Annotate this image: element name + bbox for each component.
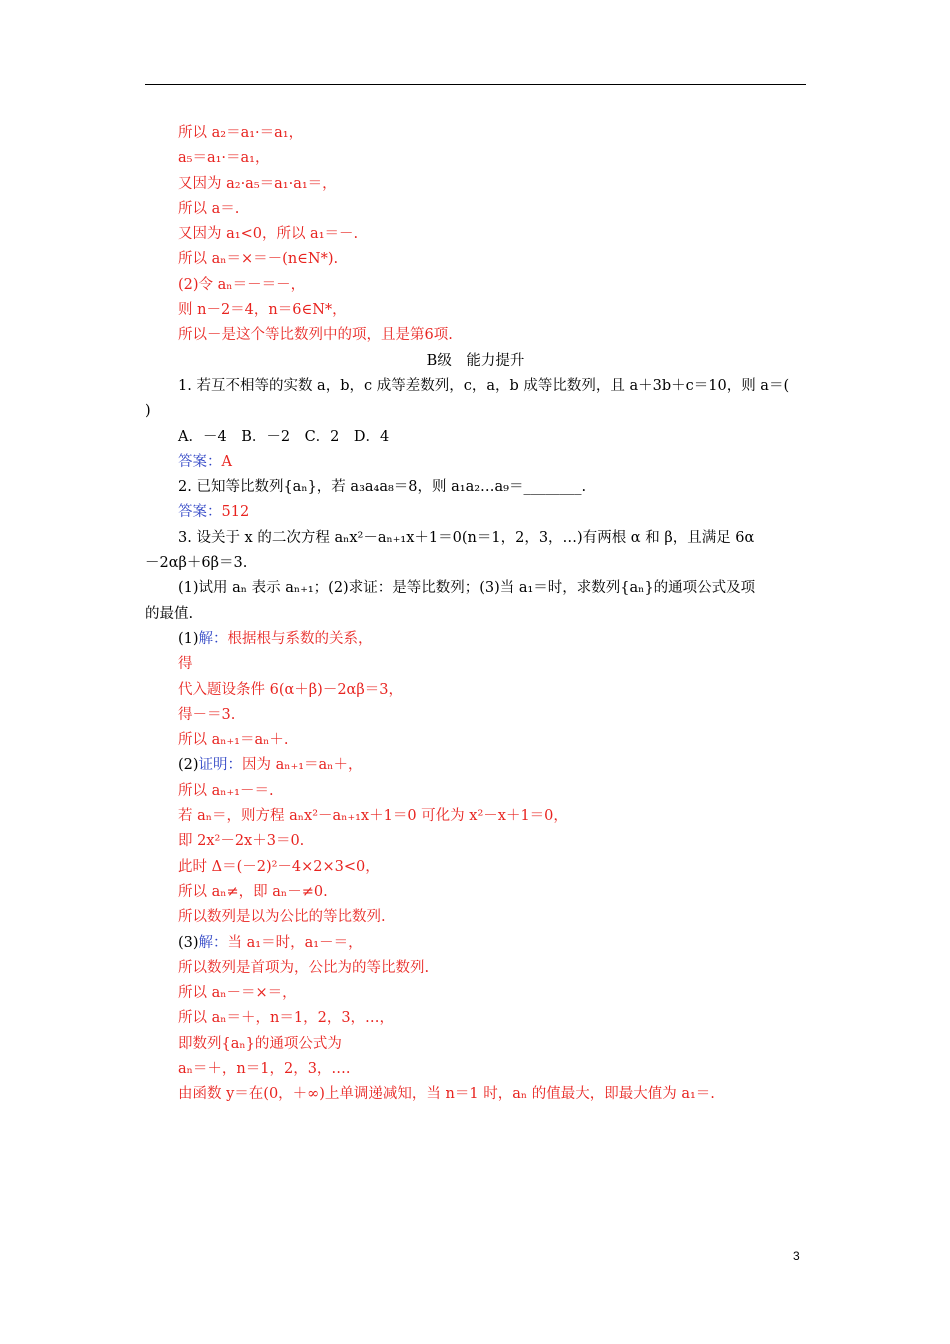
solution-line: 所以－是这个等比数列中的项，且是第6项. <box>178 327 453 344</box>
solution-line: 所以 aₙ≠，即 aₙ－≠0. <box>178 883 328 900</box>
solution-line: 所以 aₙ－＝×＝， <box>178 985 297 1002</box>
solution-line: (2)令 aₙ＝－＝－， <box>178 276 306 293</box>
solution-line: 所以 aₙ＝×＝－(n∈N*). <box>178 251 339 268</box>
document-body <box>145 121 806 1108</box>
solution-line: aₙ＝＋，n＝1，2，3，…. <box>178 1060 351 1077</box>
solution-line: 所以 aₙ₊₁－＝. <box>178 782 274 799</box>
question-2-answer <box>145 500 806 525</box>
question-2-stem: 2. 已知等比数列{aₙ}，若 a₃a₄a₈＝8，则 a₁a₂…a₉＝________. <box>178 479 587 496</box>
solution-text: 因为 aₙ₊₁＝aₙ＋， <box>242 757 363 774</box>
part-1-heading <box>145 627 806 652</box>
header-rule <box>145 84 806 85</box>
solution-line: 所以 a＝. <box>178 200 240 217</box>
part-3-heading <box>145 931 806 956</box>
solution-line: 所以数列是首项为，公比为的等比数列. <box>178 959 430 976</box>
part-2-heading <box>145 753 806 778</box>
answer-value: A <box>221 453 232 470</box>
solution-text: 当 a₁＝时，a₁－＝， <box>227 934 363 951</box>
answer-label: 答案： <box>178 504 222 521</box>
solution-line: 又因为 a₁<0，所以 a₁＝－. <box>178 226 359 243</box>
question-3-subparts-cont: 的最值. <box>145 605 194 622</box>
solution-label: 解： <box>198 934 228 951</box>
solution-line: 即 2x²－2x＋3＝0. <box>178 833 305 850</box>
solution-line: 所以 a₂＝a₁·＝a₁， <box>178 125 304 141</box>
solution-line: 若 aₙ＝，则方程 aₙx²－aₙ₊₁x＋1＝0 可化为 x²－x＋1＝0， <box>178 808 568 825</box>
part-number: (1) <box>178 630 199 647</box>
solution-line: a₅＝a₁·＝a₁， <box>178 150 270 167</box>
question-1-stem-cont: ) <box>145 403 151 420</box>
proof-label: 证明： <box>198 757 243 774</box>
question-1-answer <box>145 450 806 475</box>
answer-value: 512 <box>221 504 250 521</box>
solution-line: 所以 aₙ＝＋，n＝1，2，3，…， <box>178 1010 395 1027</box>
solution-line: 由函数 y＝在(0，＋∞)上单调递减知，当 n＝1 时，aₙ 的值最大，即最大值为 a₁＝. <box>178 1086 715 1103</box>
part-number: (3) <box>178 934 199 951</box>
answer-label: 答案： <box>178 453 222 470</box>
question-1-stem: 1. 若互不相等的实数 a，b，c 成等差数列，c，a，b 成等比数列，且 a＋3b＋c＝10，则 a＝( <box>178 377 790 394</box>
question-1-options: A．－4 B．－2 C．2 D．4 <box>178 428 390 445</box>
solution-line: 此时 Δ＝(－2)²－4×2×3<0， <box>178 858 380 875</box>
solution-line: 得 <box>178 656 193 673</box>
solution-line: 得－＝3. <box>178 706 236 723</box>
solution-line: 所以 aₙ₊₁＝aₙ＋. <box>178 732 289 749</box>
solution-label: 解： <box>198 630 228 647</box>
question-3-stem-cont: －2αβ＋6β＝3. <box>145 555 248 572</box>
solution-line: 又因为 a₂·a₅＝a₁·a₁＝， <box>178 175 337 192</box>
solution-line: 即数列{aₙ}的通项公式为 <box>178 1035 342 1052</box>
question-3-subparts: (1)试用 aₙ 表示 aₙ₊₁；(2)求证：是等比数列；(3)当 a₁＝时，求数列{aₙ}的通项公式及项 <box>178 580 756 597</box>
solution-line: 则 n－2＝4，n＝6∈N*， <box>178 302 347 319</box>
solution-text: 根据根与系数的关系， <box>227 630 373 647</box>
question-3-stem: 3. 设关于 x 的二次方程 aₙx²－aₙ₊₁x＋1＝0(n＝1，2，3，…)有两根 α 和 β，且满足 6α <box>178 529 755 546</box>
section-title: B级 能力提升 <box>426 352 525 369</box>
part-number: (2) <box>178 757 199 774</box>
solution-line: 所以数列是以为公比的等比数列. <box>178 909 386 926</box>
solution-line: 代入题设条件 6(α＋β)－2αβ＝3， <box>178 681 403 698</box>
page-number: 3 <box>793 1249 800 1263</box>
